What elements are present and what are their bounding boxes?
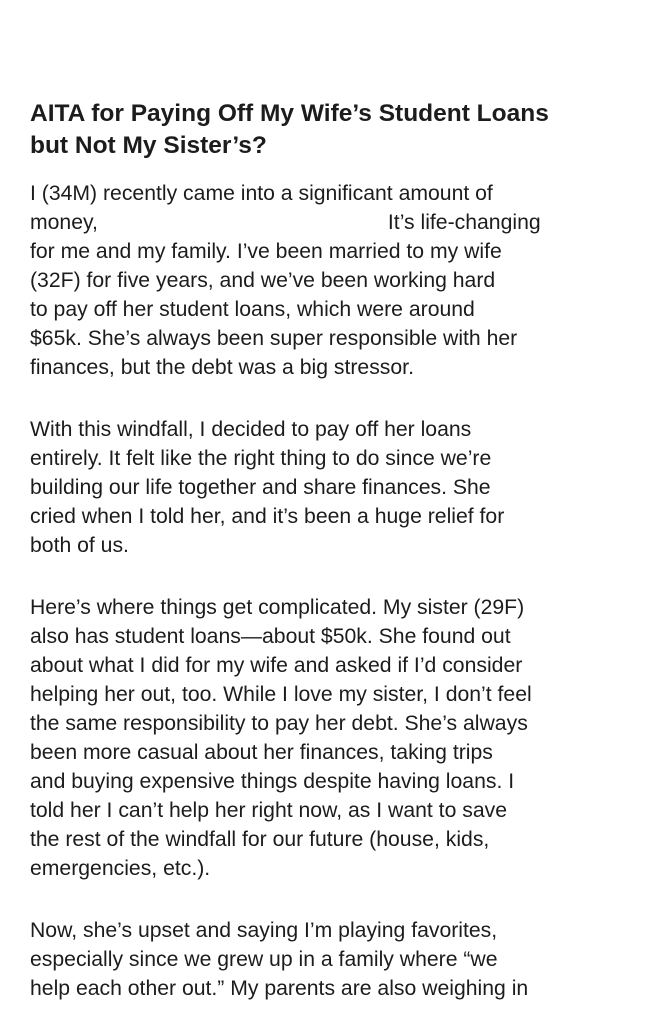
text-line: With this windfall, I decided to pay off her loans [30, 418, 472, 441]
text-line: about what I did for my wife and asked if I’d consider [30, 654, 523, 677]
text-line: to pay off her student loans, which were around [30, 298, 475, 321]
post-title-line: AITA for Paying Off My Wife’s Student Loans [30, 100, 549, 127]
text-line: (32F) for five years, and we’ve been working hard [30, 269, 496, 292]
post-body [30, 179, 630, 1003]
text-line: emergencies, etc.). [30, 857, 211, 880]
post-title [30, 98, 630, 162]
text-line [30, 208, 630, 237]
text-line: told her I can’t help her right now, as I want to save [30, 799, 507, 822]
text-line: both of us. [30, 534, 129, 557]
text-line: I (34M) recently came into a significant amount of [30, 182, 493, 205]
text-fragment: It’s life-changing [387, 211, 541, 234]
text-line: and buying expensive things despite having loans. I [30, 770, 515, 793]
post-paragraph [30, 593, 630, 883]
text-line: building our life together and share finances. She [30, 476, 491, 499]
text-line: entirely. It felt like the right thing to do since we’re [30, 447, 492, 470]
text-line: the rest of the windfall for our future (house, kids, [30, 828, 490, 851]
post [30, 98, 630, 1036]
post-title-line: but Not My Sister’s? [30, 132, 267, 159]
text-line: $65k. She’s always been super responsible with her [30, 327, 518, 350]
post-paragraph [30, 916, 630, 1003]
post-paragraph [30, 415, 630, 560]
text-line: also has student loans—about $50k. She found out [30, 625, 511, 648]
text-fragment: money, [30, 211, 98, 234]
text-line: the same responsibility to pay her debt. She’s always [30, 712, 528, 735]
text-line: Now, she’s upset and saying I’m playing favorites, [30, 919, 498, 942]
text-line: especially since we grew up in a family where “we [30, 948, 498, 971]
post-paragraph [30, 179, 630, 382]
text-line: for me and my family. I’ve been married to my wife [30, 240, 502, 263]
text-line: help each other out.” My parents are also weighing in [30, 977, 529, 1000]
text-line: been more casual about her finances, taking trips [30, 741, 493, 764]
redacted-text [98, 228, 388, 229]
text-line: helping her out, too. While I love my sister, I don’t feel [30, 683, 532, 706]
text-line: cried when I told her, and it’s been a huge relief for [30, 505, 505, 528]
text-line: finances, but the debt was a big stressor. [30, 356, 414, 379]
text-line: Here’s where things get complicated. My sister (29F) [30, 596, 525, 619]
